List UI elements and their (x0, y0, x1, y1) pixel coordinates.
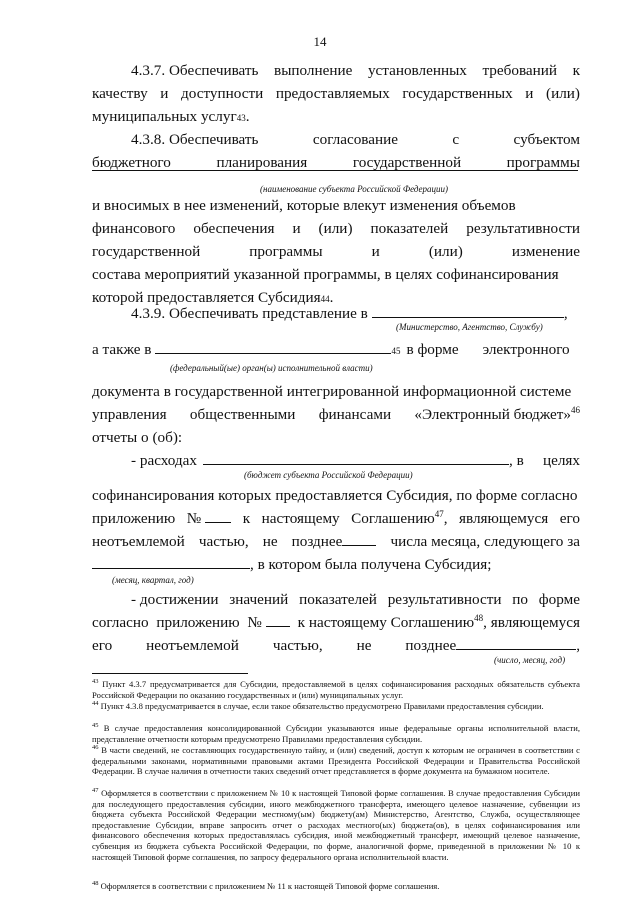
footnote: $^{47}$ Оформляется в соответствии с приложением № 10 к настоящей Типовой форме соглашения. В случае предоставления Субсидии для последующего предоставления субсидии, иного межбюджетного трансферта, имеющего целевое назначение, субвенции из бюджета субъекта Российской Федерации местному(ым) бюджету(ам) Министерство, Агентство, Служба, осуществляющее предоставление Субсидии, вправе запросить отчет о расходах местного(ых) бюджета(ов), в целях софинансирования или финансового обеспечения которых предоставлялась субсидия, иной межбюджетный трансферт, имеющий целевое назначение, субвенция из бюджета субъекта Российской Федерации, по форме, аналогичной форме, приведенной в приложении № 10 к настоящей Типовой форме соглашения, по запросу федерального органа исполнительной власти. (92, 787, 580, 862)
body-line: а также в 45 в форме электронного (92, 341, 570, 358)
fill-in-blank-appendix-number-2[interactable] (266, 613, 290, 627)
fill-in-blank-subject[interactable] (92, 170, 578, 171)
footnote-separator (92, 673, 248, 674)
line-expenses: - расходах , в целях (131, 452, 580, 469)
footnote-ref: 46 (570, 404, 580, 415)
field-hint: (число, месяц, год) (494, 655, 566, 665)
line-4-3-8: 4.3.8. Обеспечивать согласование с субъектом (131, 131, 580, 148)
body-line: муниципальных услуг 43 . (92, 108, 250, 125)
body-line: , в котором была получена Субсидия; (92, 555, 580, 574)
footnote: $^{44}$ Пункт 4.3.8 предусматривается в случае, если такое обязательство предусмотрено Правилами предоставления субсидии. (92, 700, 544, 711)
field-hint: (наименование субъекта Российской Федерации) (260, 184, 449, 194)
fill-in-blank-ministry[interactable] (372, 304, 564, 318)
footnote: $^{48}$ Оформляется в соответствии с приложением № 11 к настоящей Типовой форме соглашения. (92, 880, 440, 891)
footnote: $^{46}$ В части сведений, не составляющих государственную тайну, и (или) сведений, доступ к которым не ограничен в соответствии с федеральными законами, нормативными правовыми актами Президента Российской Федерации и Правительства Российской Федерации. В случае наличия в отчетности таких сведений отчет представляется в форме документа на бумажном носителе. (92, 744, 581, 777)
body-line: финансового обеспечения и (или) показателей результативности (92, 220, 580, 237)
body-line: и вносимых в нее изменений, которые влекут изменения объемов (92, 197, 516, 214)
fill-in-blank-budget[interactable] (203, 451, 509, 465)
body-line: неотъемлемой частью, не позднее числа месяца, следующего за (92, 533, 580, 550)
footnote-ref: 48 (474, 612, 484, 623)
field-hint: (Министерство, Агентство, Службу) (396, 322, 543, 332)
field-hint: (бюджет субъекта Российской Федерации) (244, 470, 413, 480)
fill-in-blank-federal-body[interactable] (155, 340, 391, 354)
footnote-ref: 47 (434, 508, 444, 519)
body-line: согласно приложению № к настоящему Соглашению$^{48}$, являющемуся (92, 612, 580, 631)
field-hint: (федеральный(ые) орган(ы) исполнительной власти) (170, 363, 373, 373)
line-4-3-7: 4.3.7. Обеспечивать выполнение установленных требований к (131, 62, 580, 79)
body-line: приложению № к настоящему Соглашению$^{47}$, являющемуся его (92, 508, 580, 527)
body-line: государственной программы и (или) изменение (92, 243, 580, 260)
line-4-3-9: 4.3.9. Обеспечивать представление в , (131, 305, 568, 322)
body-line: которой предоставляется Субсидия 44 . (92, 289, 334, 306)
body-line: состава мероприятий указанной программы, в целях софинансирования (92, 266, 559, 283)
fill-in-blank-deadline-day[interactable] (342, 532, 376, 546)
body-line: управления общественными финансами «Электронный бюджет»$^{46}$ (92, 404, 580, 423)
fill-in-blank-period[interactable] (92, 555, 250, 569)
body-line: качеству и доступности предоставляемых государственных и (или) (92, 85, 580, 102)
footnote: $^{43}$ Пункт 4.3.7 предусматривается для Субсидии, предоставляемой в целях софинансирования расходных обязательств субъекта Российской Федерации по оказанию государственных и (или) муниципальных услуг. (92, 678, 580, 700)
body-line: документа в государственной интегрированной информационной системе (92, 383, 572, 400)
field-hint: (месяц, квартал, год) (112, 575, 194, 585)
body-line: отчеты о (об): (92, 429, 183, 446)
fill-in-blank-date[interactable] (456, 636, 576, 650)
fill-in-blank-appendix-number[interactable] (205, 509, 231, 523)
line-indicators: - достижении значений показателей результативности по форме (131, 591, 580, 608)
body-line: бюджетного планирования государственной программы (92, 154, 580, 171)
body-line: его неотъемлемой частью, не позднее , (92, 637, 580, 654)
page-number: 14 (313, 34, 327, 49)
body-line: софинансирования которых предоставляется Субсидия, по форме согласно (92, 487, 578, 504)
footnote: $^{45}$ В случае предоставления консолидированной Субсидии указываются иные федеральные органы исполнительной власти, представление отчетности которым предусмотрено Правилами предоставления субсидии. (92, 722, 580, 744)
